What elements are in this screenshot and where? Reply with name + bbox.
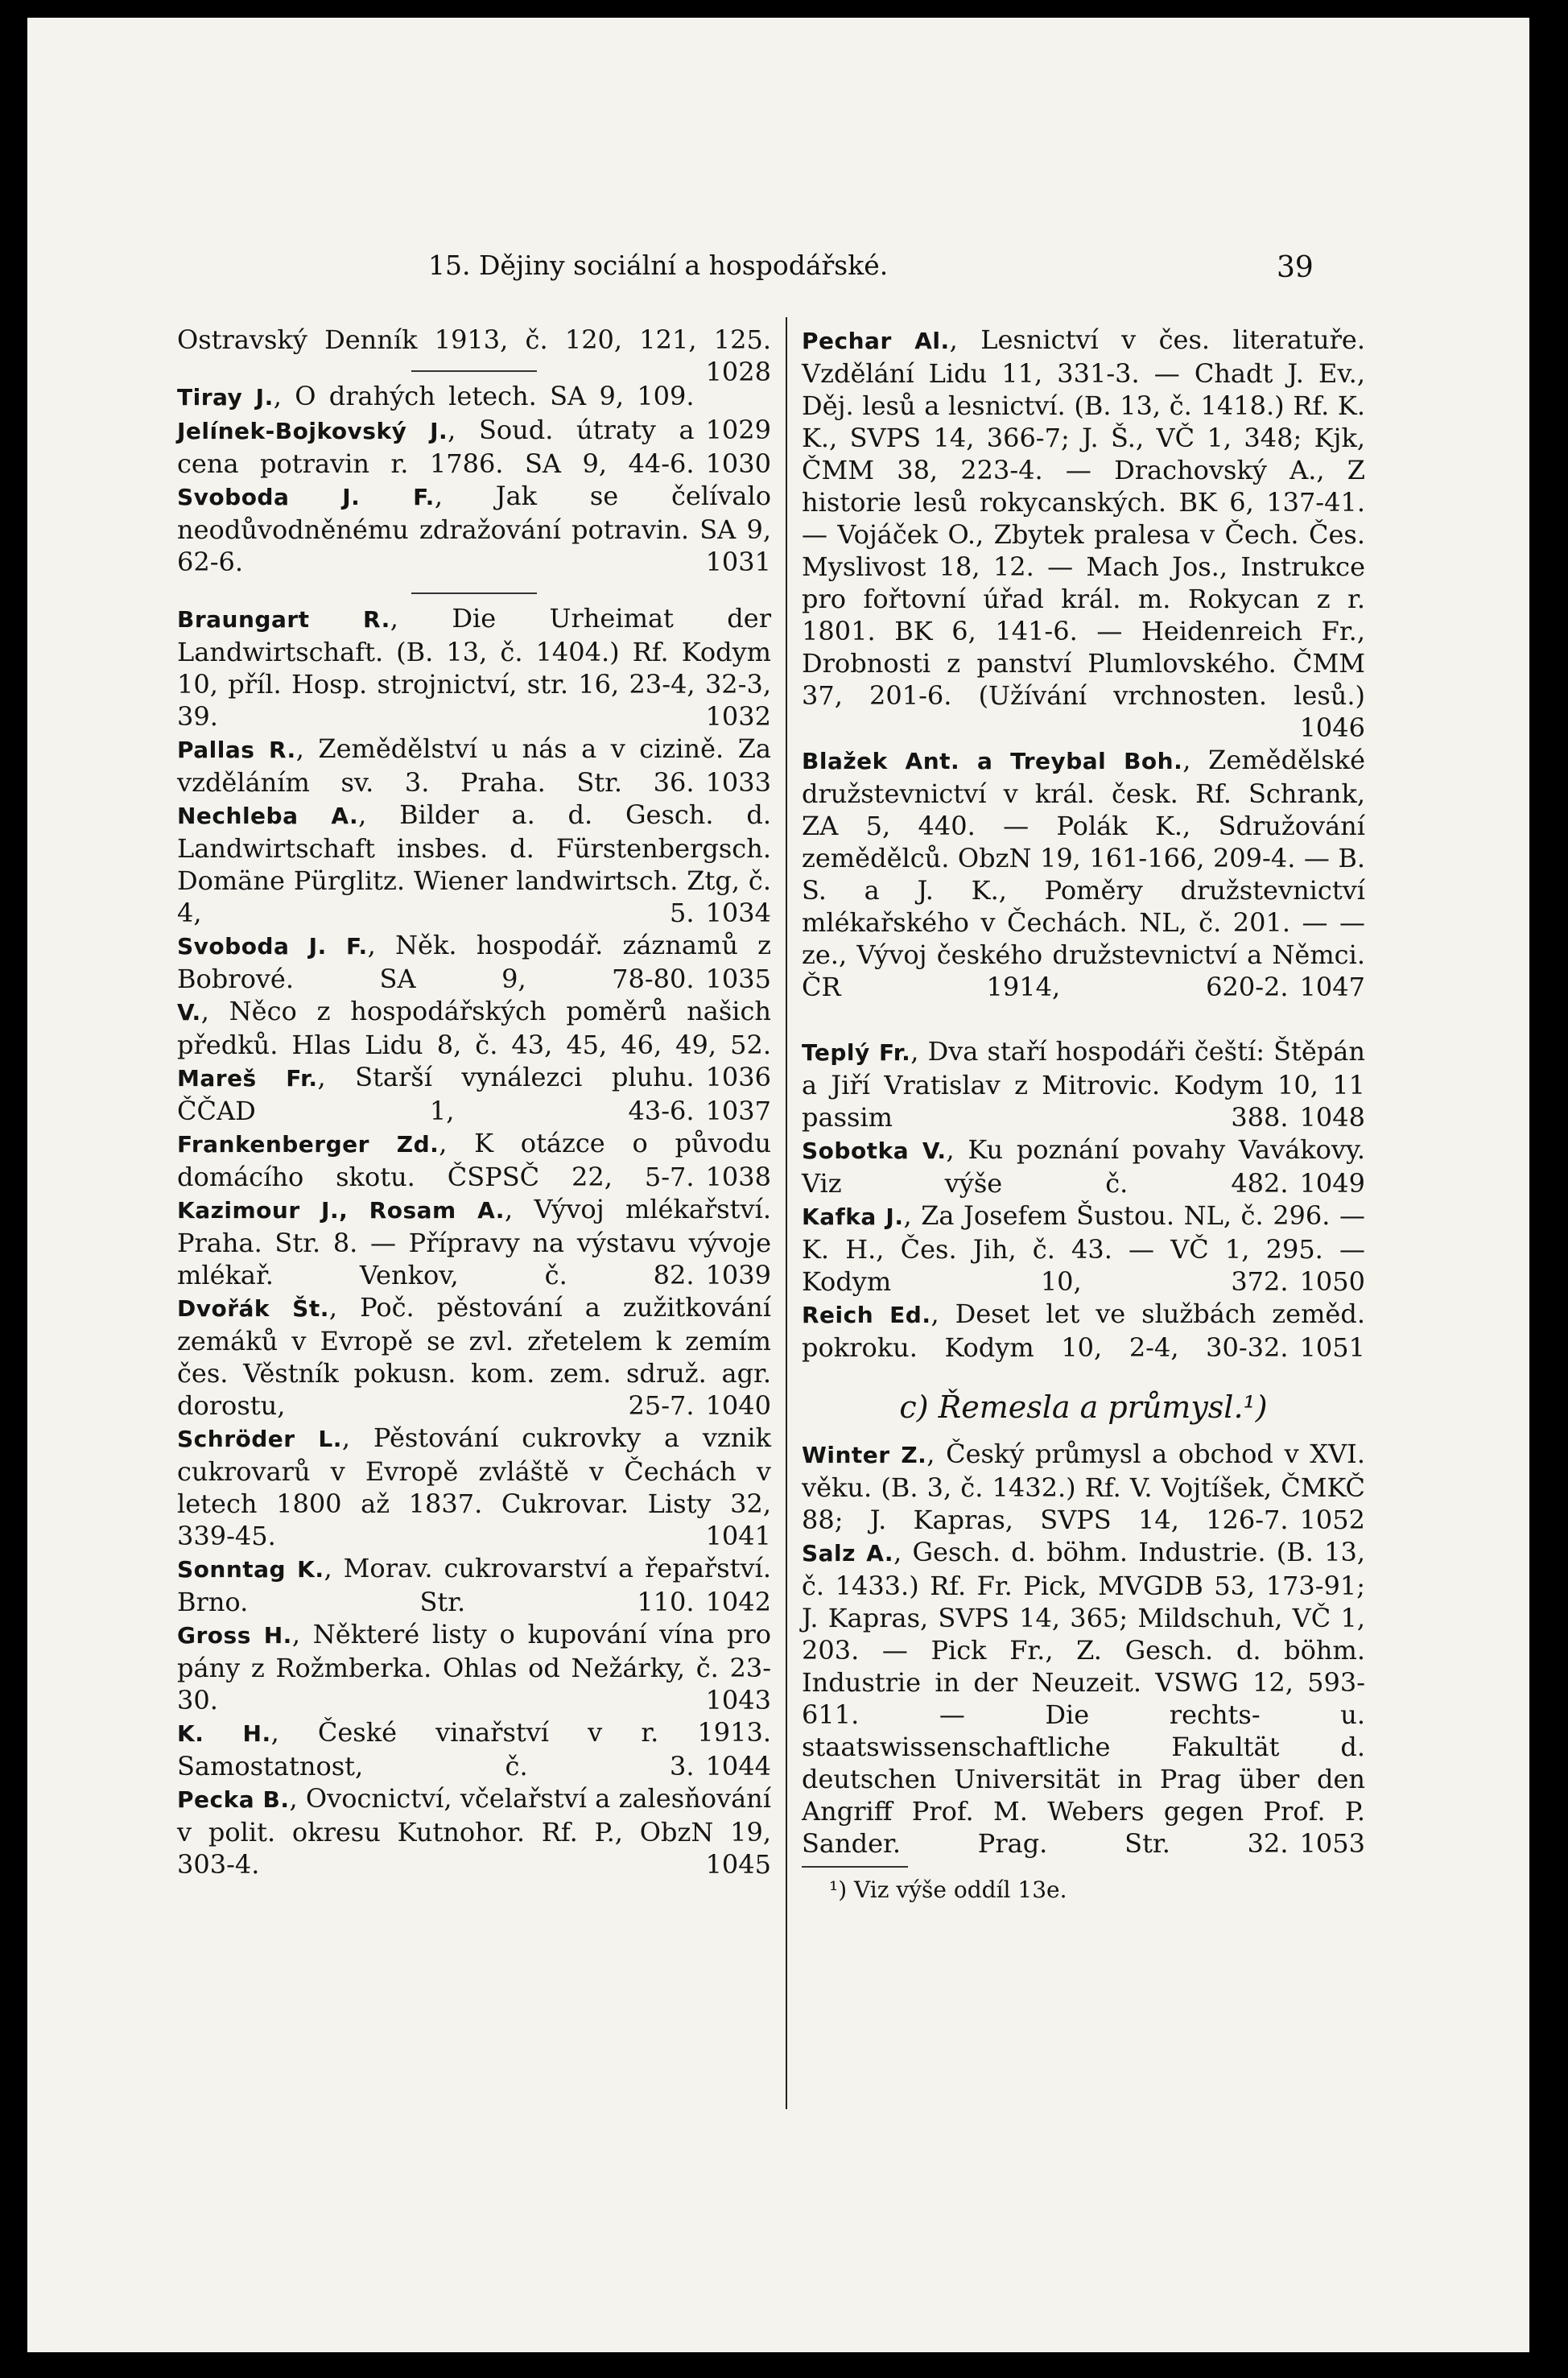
right-column-entries (802, 324, 1365, 1364)
entry-number: 1043 (705, 1685, 771, 1715)
entry-text: , České vinařství v r. 1913. Samostatnost, č. 3. (177, 1717, 772, 1781)
entry-number: 1045 (705, 1849, 771, 1880)
entry-number: 1050 (1299, 1266, 1365, 1297)
entry-text: , Za Josefem Šustou. NL, č. 296. — K. H., Čes. Jih, č. 43. — VČ 1, 295. — Kodym 10, 372. (802, 1200, 1365, 1297)
bibliography-entry (802, 1536, 1365, 1860)
bibliography-entry (177, 1291, 771, 1422)
entry-number: 1049 (1299, 1168, 1365, 1199)
entry-number: 1046 (1299, 712, 1365, 743)
entry-number: 1033 (705, 767, 771, 798)
entry-author: Braungart R. (177, 606, 390, 633)
bibliography-entry (177, 480, 771, 578)
entry-separator (411, 592, 537, 594)
column-divider (786, 317, 787, 2109)
bibliography-entry (802, 1438, 1365, 1536)
bibliography-entry (177, 1127, 771, 1193)
entry-text: , Zemědělské družstevnictví v král. česk. Rf. Schrank, ZA 5, 440. — Polák K., Sdružování zemědělců. ObzN 19, 161-166, 209-4. — B. S. a J. K., Poměry družstevnictví mlékařského v Čechách. NL, č. 201. — —ze., Vývoj českého družstevnictví a Němci. ČR 1914, 620-2. (802, 745, 1366, 1002)
entry-text: , Lesnictví v čes. literatuře. Vzdělání Lidu 11, 331-3. — Chadt J. Ev., Děj. lesů a lesnictví. (B. 13, č. 1418.) Rf. K. K., SVPS 14, 366-7; J. Š., VČ 1, 348; Kjk, ČMM 38, 223-4. — Drachovský A., Z historie lesů rokycanských. BK 6, 137-41. — Vojáček O., Zbytek pralesa v Čech. Čes. Myslivost 18, 12. — Mach Jos., Instrukce pro fořtovní úřad král. m. Rokycan z r. 1801. BK 6, 141-6. — Heidenreich Fr., Drobnosti z panství Plumlovského. ČMM 37, 201-6. (Užívání vrchnosten. lesů.) (802, 324, 1366, 711)
entry-number: 1034 (705, 898, 771, 928)
entry-author: Tiray J. (177, 384, 274, 411)
entry-number: 1028 (705, 357, 771, 387)
bibliography-entry (177, 929, 771, 995)
entry-author: Svoboda J. F. (177, 484, 435, 510)
entry-gap (802, 712, 1365, 744)
entry-gap (802, 1003, 1365, 1035)
entry-text: , Ovocnictví, včelařství a zalesňování v polit. okresu Kutnohor. Rf. P., ObzN 19, 303-4. (177, 1783, 771, 1880)
bibliography-entry (802, 1035, 1365, 1133)
entry-text: , Die Urheimat der Landwirtschaft. (B. 13, č. 1404.) Rf. Kodym 10, příl. Hosp. strojnictví, str. 16, 23-4, 32-3, 39. (177, 603, 772, 732)
entry-text: , Některé listy o kupování vína pro pány z Rožmberka. Ohlas od Nežárky, č. 23-30. (177, 1619, 772, 1715)
entry-author: Sobotka V. (802, 1137, 947, 1164)
entry-author: Sonntag K. (177, 1556, 324, 1583)
entry-author: Svoboda J. F. (177, 933, 368, 960)
entry-number: 1030 (705, 448, 771, 479)
entry-author: Kafka J. (802, 1203, 904, 1230)
entry-text: , Starší vynálezci pluhu. ČČAD 1, 43-6. (177, 1062, 695, 1126)
entry-number: 1031 (705, 547, 771, 577)
entry-text: Ostravský Denník 1913, č. 120, 121, 125. (177, 324, 771, 355)
entry-number: 1035 (705, 964, 771, 994)
entry-author: Pecka B. (177, 1786, 290, 1813)
right-column (802, 324, 1365, 1906)
entry-author: Blažek Ant. a Treybal Boh. (802, 748, 1183, 774)
entry-text: , Český průmysl a obchod v XVI. věku. (B. 3, č. 1432.) Rf. V. Vojtíšek, ČMKČ 88; J. Kapras, SVPS 14, 126-7. (802, 1439, 1365, 1535)
bibliography-entry (802, 1298, 1365, 1364)
bibliography-entry (177, 1422, 771, 1552)
bibliography-entry (177, 1552, 771, 1618)
bibliography-entry (177, 414, 771, 480)
running-header: 15. Dějiny sociální a hospodářské. (428, 250, 889, 281)
entry-author: Winter Z. (802, 1442, 927, 1468)
bibliography-entry (802, 1133, 1365, 1199)
entry-text: , Morav. cukrovarství a řepařství. Brno. Str. 110. (177, 1553, 771, 1617)
entry-number: 1039 (705, 1260, 771, 1290)
entry-author: Kazimour J., Rosam A. (177, 1197, 505, 1224)
bibliography-entry (177, 324, 771, 387)
entry-author: Frankenberger Zd. (177, 1131, 439, 1158)
entry-number: 1029 (705, 415, 771, 445)
entry-number: 1037 (705, 1096, 771, 1126)
page-number: 39 (1277, 251, 1314, 284)
bibliography-entry (802, 744, 1365, 1003)
entry-number: 1053 (1299, 1828, 1365, 1859)
entry-text: , Vývoj mlékařství. Praha. Str. 8. — Přípravy na výstavu vývoje mlékař. Venkov, č. 82. (177, 1194, 772, 1290)
entry-author: Pechar Al. (802, 328, 950, 354)
entry-number: 1052 (1299, 1505, 1365, 1535)
bibliography-entry (802, 324, 1366, 743)
entry-text: , Soud. útraty a cena potravin r. 1786. SA 9, 44-6. (177, 415, 695, 479)
entry-text: , K otázce o původu domácího skotu. ČSPSČ 22, 5-7. (177, 1128, 771, 1192)
bibliography-entry (177, 799, 771, 929)
entry-text: , Poč. pěstování a zužitkování zemáků v Evropě se zvl. zřetelem k zemím čes. Věstník pokusn. kom. zem. sdruž. agr. dorostu, 25-7. (177, 1292, 771, 1421)
entry-author: Dvořák Št. (177, 1295, 329, 1322)
entry-text: , Bilder a. d. Gesch. d. Landwirtschaft insbes. d. Fürstenbergsch. Domäne Pürglitz. Wiener landwirtsch. Ztg, č. 4, 5. (177, 799, 771, 928)
entry-text: , Něco z hospodářských poměrů našich předků. Hlas Lidu 8, č. 43, 45, 46, 49, 52. (177, 996, 771, 1060)
entry-author: Salz A. (802, 1540, 894, 1567)
entry-author: Mareš Fr. (177, 1065, 318, 1092)
bibliography-entry (177, 1193, 771, 1291)
entry-author: Reich Ed. (802, 1302, 931, 1328)
entry-author: Nechleba A. (177, 803, 359, 829)
entry-author: V. (177, 999, 201, 1026)
entry-number: 1040 (705, 1390, 771, 1421)
footnote: ¹) Viz výše oddíl 13e. (829, 1876, 1067, 1903)
footnote-rule (802, 1866, 908, 1868)
entry-text: , Ku poznání povahy Vavákovy. Viz výše č. 482. (802, 1134, 1365, 1199)
entry-author: Jelínek-Bojkovský J. (177, 418, 448, 444)
entry-text: , O drahých letech. SA 9, 109. (273, 381, 695, 411)
page (27, 18, 1529, 2352)
entry-number: 1038 (705, 1162, 771, 1192)
entry-text: , Deset let ve službách zeměd. pokroku. Kodym 10, 2-4, 30-32. (802, 1298, 1366, 1363)
entry-text: , Dva staří hospodáři čeští: Štěpán a Jiří Vratislav z Mitrovic. Kodym 10, 11 passim 388. (802, 1036, 1365, 1133)
bibliography-entry (177, 1716, 771, 1782)
right-column-entries-2 (802, 1438, 1365, 1860)
entry-text: , Zemědělství u nás a v cizině. Za vzděláním sv. 3. Praha. Str. 36. (177, 733, 771, 798)
entry-number: 1051 (1299, 1332, 1365, 1363)
section-title: c) Řemesla a průmysl.¹) (899, 1389, 1268, 1425)
entry-number: 1044 (705, 1751, 771, 1781)
left-column (177, 324, 771, 1881)
entry-author: Gross H. (177, 1622, 292, 1649)
entry-author: Teplý Fr. (802, 1039, 911, 1066)
entry-separator (411, 370, 537, 372)
entry-number: 1042 (705, 1587, 771, 1617)
bibliography-entry (802, 1199, 1365, 1298)
bibliography-entry (177, 733, 771, 799)
entry-text: , Gesch. d. böhm. Industrie. (B. 13, č. 1433.) Rf. Fr. Pick, MVGDB 53, 173-91; J. Kapras, SVPS 14, 365; Mildschuh, VČ 1, 203. — Pick Fr., Z. Gesch. d. böhm. Industrie in der Neuzeit. VSWG 12, 593-611. — Die rechts- u. staatswissenschaftliche Fakultät d. deutschen Universität in Prag über den Angriff Prof. M. Webers gegen Prof. P. Sander. Prag. Str. 32. (802, 1537, 1366, 1859)
entry-author: K. H. (177, 1720, 271, 1747)
entry-number: 1047 (1299, 972, 1365, 1002)
entry-text: , Pěstování cukrovky a vznik cukrovarů v Evropě zvláště v Čechách v letech 1800 až 1837. Cukrovar. Listy 32, 339-45. (177, 1422, 771, 1551)
entry-author: Schröder L. (177, 1426, 342, 1452)
entry-number: 1036 (705, 1062, 771, 1092)
entry-text: , Něk. hospodář. záznamů z Bobrové. SA 9, 78-80. (177, 930, 771, 994)
bibliography-entry (177, 1618, 771, 1716)
entry-text: , Jak se čelívalo neodůvodněnému zdražování potravin. SA 9, 62-6. (177, 481, 771, 577)
entry-author: Pallas R. (177, 737, 296, 763)
entry-number: 1032 (705, 701, 771, 732)
bibliography-entry (177, 1061, 771, 1127)
bibliography-entry (177, 602, 771, 733)
entry-number: 1041 (705, 1521, 771, 1551)
bibliography-entry (177, 1782, 771, 1881)
entry-number: 1048 (1299, 1102, 1365, 1133)
